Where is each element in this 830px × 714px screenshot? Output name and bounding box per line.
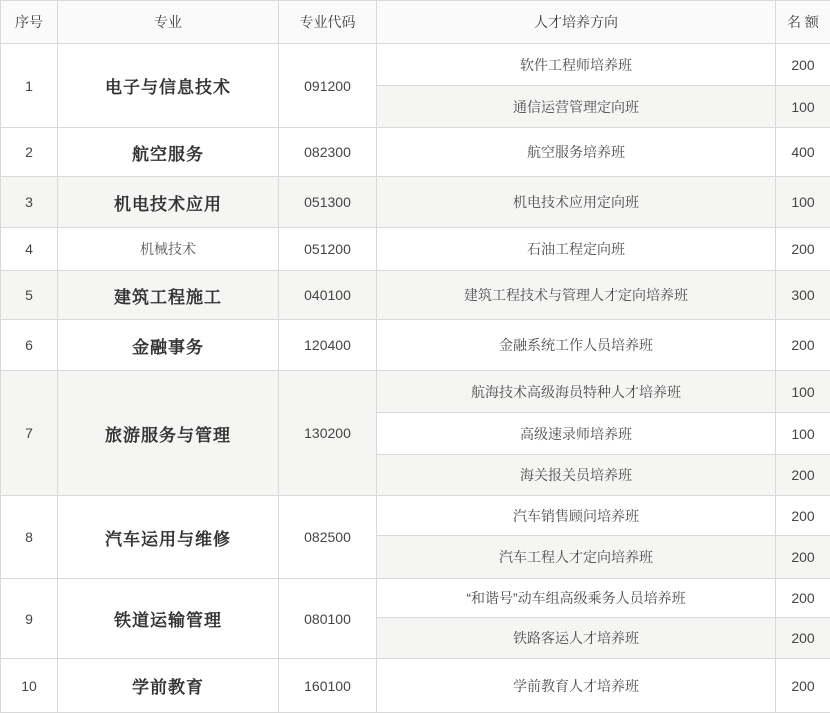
header-code: 专业代码 — [279, 1, 377, 44]
quota-cell: 200 — [776, 579, 830, 618]
direction-cell: 航海技术高级海员特种人才培养班 — [377, 371, 776, 413]
quota-cell: 200 — [776, 496, 830, 536]
direction-cell: 汽车工程人才定向培养班 — [377, 536, 776, 579]
quota-cell: 100 — [776, 371, 830, 413]
code-cell: 120400 — [279, 320, 377, 371]
quota-cell: 300 — [776, 271, 830, 320]
serial-cell: 4 — [1, 228, 58, 271]
code-cell: 051200 — [279, 228, 377, 271]
major-cell: 汽车运用与维修 — [58, 496, 279, 579]
quota-cell: 200 — [776, 455, 830, 496]
serial-cell: 3 — [1, 177, 58, 228]
table-row — [1, 371, 830, 413]
table-row — [1, 271, 830, 320]
code-cell: 082300 — [279, 128, 377, 177]
serial-cell: 9 — [1, 579, 58, 659]
quota-cell: 100 — [776, 86, 830, 128]
major-cell: 电子与信息技术 — [58, 44, 279, 128]
major-cell: 旅游服务与管理 — [58, 371, 279, 496]
serial-cell: 8 — [1, 496, 58, 579]
major-cell: 建筑工程施工 — [58, 271, 279, 320]
major-cell: 航空服务 — [58, 128, 279, 177]
table-row — [1, 579, 830, 618]
code-cell: 051300 — [279, 177, 377, 228]
direction-cell: 学前教育人才培养班 — [377, 659, 776, 713]
quota-cell: 200 — [776, 44, 830, 86]
major-cell: 铁道运输管理 — [58, 579, 279, 659]
table-header-row — [1, 1, 830, 44]
code-cell: 080100 — [279, 579, 377, 659]
table-row — [1, 177, 830, 228]
table-row — [1, 496, 830, 536]
table-row — [1, 659, 830, 713]
direction-cell: 汽车销售顾问培养班 — [377, 496, 776, 536]
quota-cell: 200 — [776, 320, 830, 371]
quota-cell: 400 — [776, 128, 830, 177]
serial-cell: 2 — [1, 128, 58, 177]
major-cell: 金融事务 — [58, 320, 279, 371]
table-row — [1, 320, 830, 371]
direction-cell: 航空服务培养班 — [377, 128, 776, 177]
major-cell: 机械技术 — [58, 228, 279, 271]
direction-cell: 铁路客运人才培养班 — [377, 618, 776, 659]
code-cell: 160100 — [279, 659, 377, 713]
direction-cell: 高级速录师培养班 — [377, 413, 776, 455]
header-direction: 人才培养方向 — [377, 1, 776, 44]
quota-cell: 100 — [776, 413, 830, 455]
serial-cell: 1 — [1, 44, 58, 128]
major-cell: 学前教育 — [58, 659, 279, 713]
header-major: 专业 — [58, 1, 279, 44]
direction-cell: 建筑工程技术与管理人才定向培养班 — [377, 271, 776, 320]
quota-cell: 200 — [776, 536, 830, 579]
direction-cell: 金融系统工作人员培养班 — [377, 320, 776, 371]
serial-cell: 5 — [1, 271, 58, 320]
code-cell: 091200 — [279, 44, 377, 128]
table-row — [1, 44, 830, 86]
code-cell: 130200 — [279, 371, 377, 496]
direction-cell: 海关报关员培养班 — [377, 455, 776, 496]
serial-cell: 10 — [1, 659, 58, 713]
serial-cell: 7 — [1, 371, 58, 496]
major-cell: 机电技术应用 — [58, 177, 279, 228]
header-quota: 名 额 — [776, 1, 830, 44]
table-row — [1, 228, 830, 271]
direction-cell: 通信运营管理定向班 — [377, 86, 776, 128]
serial-cell: 6 — [1, 320, 58, 371]
quota-cell: 200 — [776, 228, 830, 271]
direction-cell: “和谐号”动车组高级乘务人员培养班 — [377, 579, 776, 618]
code-cell: 040100 — [279, 271, 377, 320]
direction-cell: 软件工程师培养班 — [377, 44, 776, 86]
code-cell: 082500 — [279, 496, 377, 579]
quota-cell: 100 — [776, 177, 830, 228]
header-serial: 序号 — [1, 1, 58, 44]
table-row — [1, 128, 830, 177]
quota-cell: 200 — [776, 659, 830, 713]
direction-cell: 机电技术应用定向班 — [377, 177, 776, 228]
quota-cell: 200 — [776, 618, 830, 659]
direction-cell: 石油工程定向班 — [377, 228, 776, 271]
